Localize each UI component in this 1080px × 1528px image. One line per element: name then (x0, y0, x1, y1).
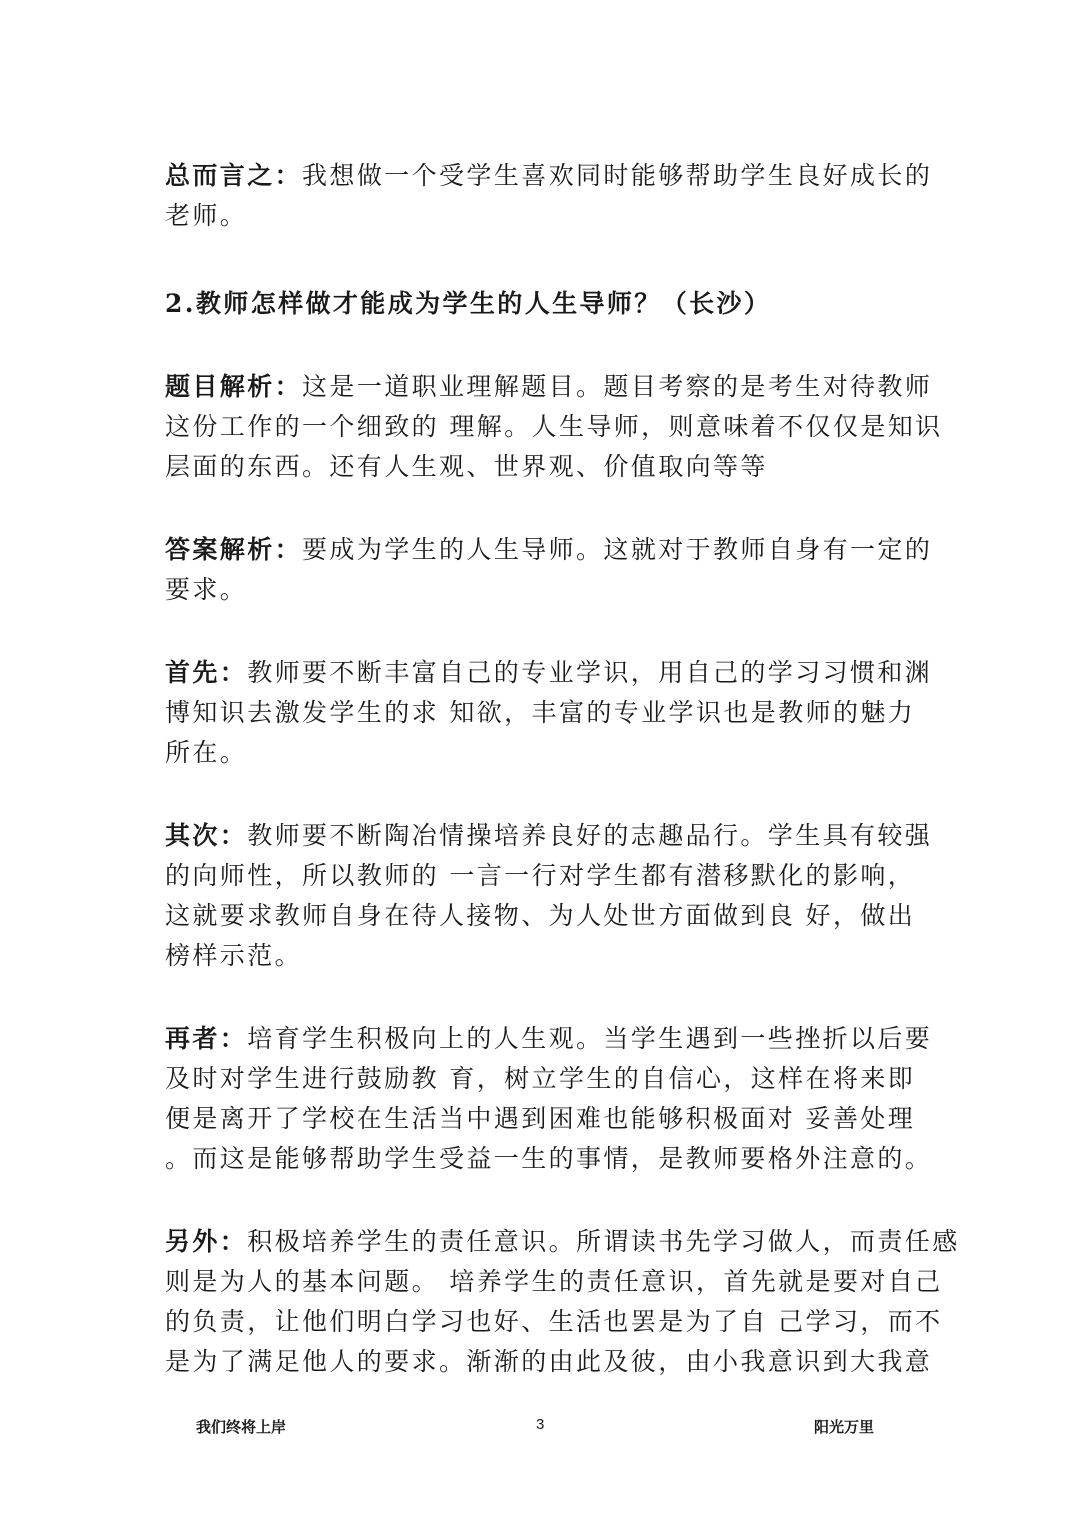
footer-right-text: 阳光万里 (814, 1418, 875, 1436)
second-label: 其次： (165, 821, 248, 850)
document-body (165, 156, 960, 1382)
answer-paragraph (165, 530, 933, 610)
also-line: 则是为人的基本问题。 培养学生的责任意识，首先就是要对自己 (165, 1267, 943, 1296)
answer-line: 要成为学生的人生导师。这就对于教师自身有一定的 (302, 535, 933, 564)
analysis-line: 这是一道职业理解题目。题目考察的是考生对待教师 (302, 372, 933, 401)
page-number: 3 (536, 1416, 545, 1433)
analysis-line: 这份工作的一个细致的 理解。人生导师，则意味着不仅仅是知识 (165, 412, 943, 441)
second-paragraph (165, 816, 933, 976)
summary-label: 总而言之： (165, 161, 303, 190)
third-line: 。而这是能够帮助学生受益一生的事情，是教师要格外注意的。 (165, 1144, 933, 1173)
also-paragraph (165, 1222, 960, 1382)
third-line: 培育学生积极向上的人生观。当学生遇到一些挫折以后要 (247, 1024, 933, 1053)
also-line: 积极培养学生的责任意识。所谓读书先学习做人，而责任感 (247, 1227, 960, 1256)
third-paragraph (165, 1019, 933, 1179)
analysis-paragraph (165, 367, 943, 487)
first-line: 博知识去激发学生的求 知欲，丰富的专业学识也是教师的魅力 (165, 698, 916, 727)
analysis-line: 层面的东西。还有人生观、世界观、价值取向等等 (165, 452, 768, 481)
first-paragraph (165, 653, 933, 773)
page-footer (0, 1412, 1080, 1442)
second-line: 榜样示范。 (165, 941, 303, 970)
answer-line: 要求。 (165, 575, 248, 604)
also-label: 另外： (165, 1227, 248, 1256)
second-line: 这就要求教师自身在待人接物、为人处世方面做到良 好，做出 (165, 901, 916, 930)
second-line: 的向师性，所以教师的 一言一行对学生都有潜移默化的影响， (165, 861, 916, 890)
answer-label: 答案解析： (165, 535, 303, 564)
third-line: 便是离开了学校在生活当中遇到困难也能够积极面对 妥善处理 (165, 1104, 916, 1133)
question-heading: 2.教师怎样做才能成为学生的人生导师？（长沙） (165, 289, 772, 318)
third-line: 及时对学生进行鼓励教 育，树立学生的自信心，这样在将来即 (165, 1064, 916, 1093)
also-line: 的负责，让他们明白学习也好、生活也罢是为了自 己学习，而不 (165, 1307, 943, 1336)
also-line: 是为了满足他人的要求。渐渐的由此及彼，由小我意识到大我意 (165, 1347, 933, 1376)
footer-left-text: 我们终将上岸 (196, 1418, 287, 1436)
second-line: 教师要不断陶冶情操培养良好的志趣品行。学生具有较强 (247, 821, 933, 850)
summary-line: 我想做一个受学生喜欢同时能够帮助学生良好成长的 (302, 161, 933, 190)
third-label: 再者： (165, 1024, 248, 1053)
summary-paragraph (165, 156, 933, 236)
first-line: 所在。 (165, 738, 248, 767)
analysis-label: 题目解析： (165, 372, 303, 401)
summary-line: 老师。 (165, 201, 248, 230)
first-label: 首先： (165, 658, 248, 687)
first-line: 教师要不断丰富自己的专业学识，用自己的学习习惯和渊 (247, 658, 933, 687)
